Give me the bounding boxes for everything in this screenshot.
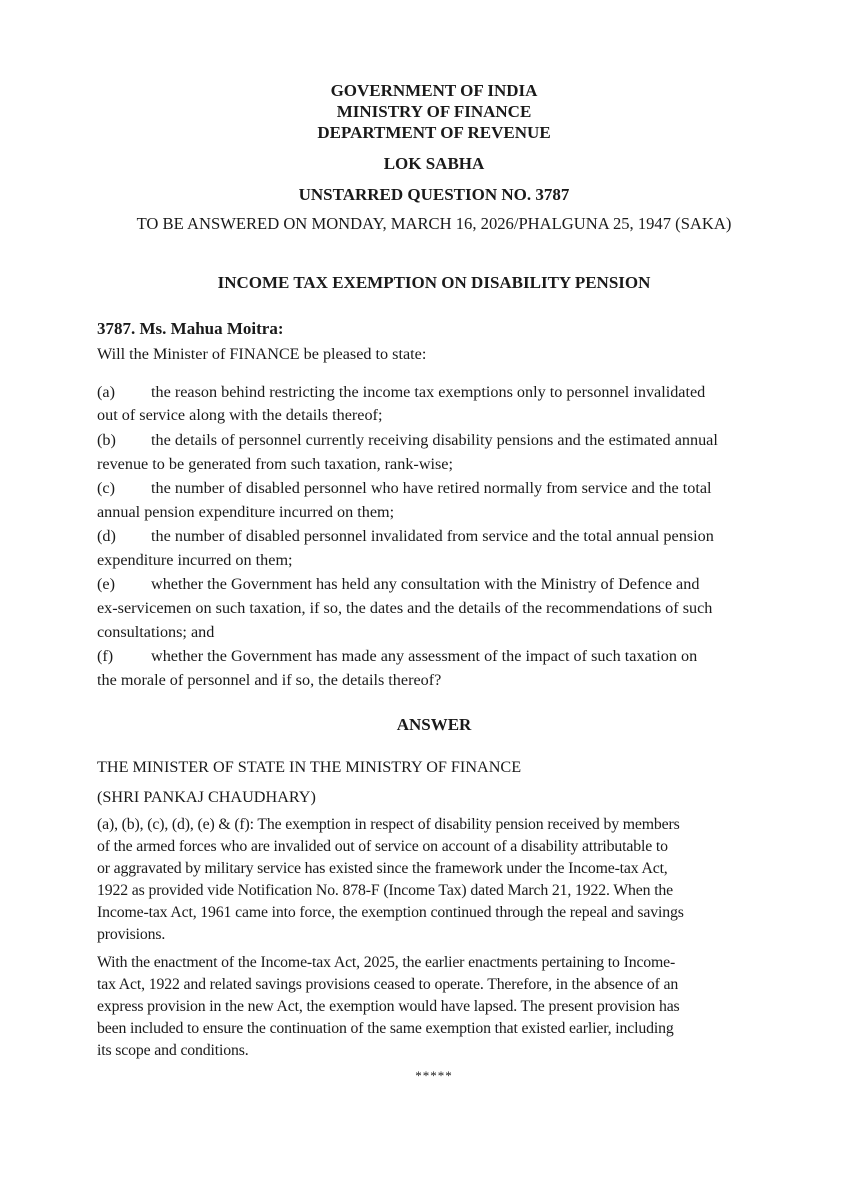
- question-item-f: [97, 647, 697, 666]
- item-text: whether the Government has made any assessment of the impact of such taxation on: [151, 647, 698, 665]
- answer-para1-line: Income-tax Act, 1961 came into force, the exemption continued through the repeal and savings: [97, 904, 684, 921]
- header-answer-date: TO BE ANSWERED ON MONDAY, MARCH 16, 2026/PHALGUNA 25, 1947 (SAKA): [136, 214, 732, 233]
- question-item-a-cont: out of service along with the details thereof;: [97, 406, 383, 424]
- minister-title: THE MINISTER OF STATE IN THE MINISTRY OF FINANCE: [97, 758, 522, 776]
- item-label: (c): [97, 479, 115, 497]
- question-item-d: [97, 527, 714, 546]
- item-text: whether the Government has held any consultation with the Ministry of Defence and: [151, 575, 700, 593]
- header-house: LOK SABHA: [383, 154, 485, 173]
- answer-para2-line: express provision in the new Act, the exemption would have lapsed. The present provision has: [97, 998, 680, 1015]
- question-intro: Will the Minister of FINANCE be pleased to state:: [97, 345, 427, 363]
- answer-para1-line: 1922 as provided vide Notification No. 878-F (Income Tax) dated March 21, 1922. When the: [97, 882, 674, 899]
- answer-para2-line: been included to ensure the continuation of the same exemption that existed earlier, including: [97, 1020, 674, 1037]
- end-mark: *****: [415, 1068, 453, 1083]
- answer-para1-line: or aggravated by military service has existed since the framework under the Income-tax Act,: [97, 860, 668, 877]
- item-label: (b): [97, 431, 116, 449]
- item-label: (d): [97, 527, 116, 545]
- question-item-b-cont: revenue to be generated from such taxation, rank-wise;: [97, 455, 453, 473]
- answer-para1-line: (a), (b), (c), (d), (e) & (f): The exemption in respect of disability pension received by members: [97, 816, 680, 833]
- header-government: GOVERNMENT OF INDIA: [330, 81, 538, 100]
- question-item-e-cont: ex-servicemen on such taxation, if so, the dates and the details of the recommendations of such: [97, 599, 713, 617]
- answer-para2-line: With the enactment of the Income-tax Act, 2025, the earlier enactments pertaining to Income-: [97, 954, 676, 971]
- item-label: (a): [97, 383, 115, 401]
- item-label: (e): [97, 575, 115, 593]
- item-text: the number of disabled personnel invalidated from service and the total annual pension: [151, 527, 714, 545]
- answer-para1-line: of the armed forces who are invalided out of service on account of a disability attributable to: [97, 838, 668, 855]
- question-item-a: [97, 383, 705, 402]
- item-text: the details of personnel currently receiving disability pensions and the estimated annual: [151, 431, 718, 449]
- question-item-d-cont: expenditure incurred on them;: [97, 551, 293, 569]
- question-item-c-cont: annual pension expenditure incurred on them;: [97, 503, 395, 521]
- question-item-e-cont2: consultations; and: [97, 623, 215, 641]
- header-ministry: MINISTRY OF FINANCE: [336, 102, 532, 121]
- answer-para2-line: its scope and conditions.: [97, 1042, 249, 1059]
- answer-para2-line: tax Act, 1922 and related savings provisions ceased to operate. Therefore, in the absence of an: [97, 976, 679, 993]
- question-item-e: [97, 575, 699, 594]
- answer-heading: ANSWER: [396, 715, 472, 734]
- question-item-b: [97, 431, 718, 450]
- question-item-c: [97, 479, 712, 498]
- asker: 3787. Ms. Mahua Moitra:: [97, 319, 284, 338]
- item-label: (f): [97, 647, 114, 665]
- item-text: the number of disabled personnel who have retired normally from service and the total: [151, 479, 712, 497]
- question-item-f-cont: the morale of personnel and if so, the details thereof?: [97, 671, 442, 689]
- document-title: INCOME TAX EXEMPTION ON DISABILITY PENSION: [217, 273, 651, 292]
- minister-name: (SHRI PANKAJ CHAUDHARY): [97, 788, 316, 806]
- header-department: DEPARTMENT OF REVENUE: [317, 123, 551, 142]
- item-text: the reason behind restricting the income tax exemptions only to personnel invalidated: [151, 383, 706, 401]
- header-question-number: UNSTARRED QUESTION NO. 3787: [298, 185, 570, 204]
- answer-para1-line: provisions.: [97, 926, 166, 943]
